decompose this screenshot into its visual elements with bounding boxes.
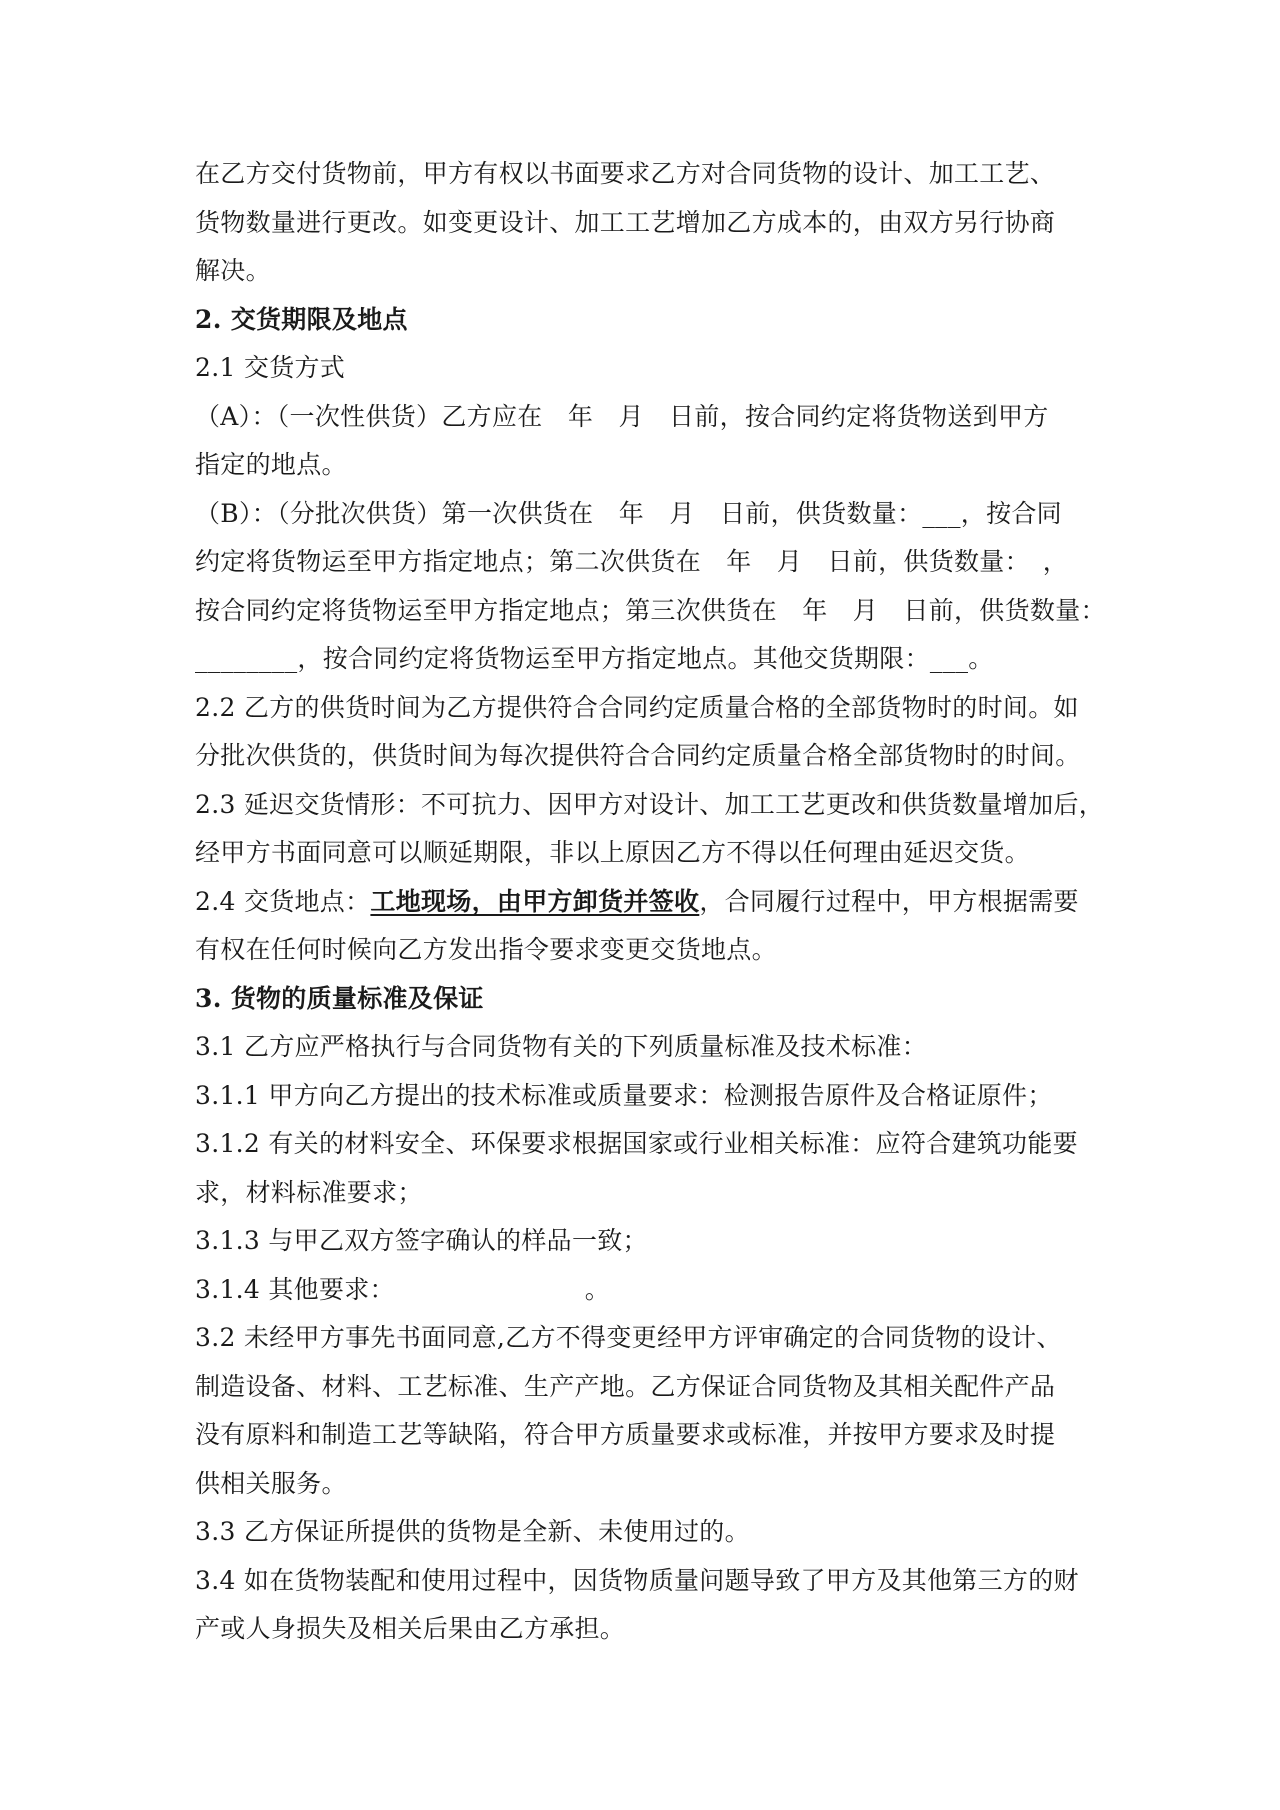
paragraph-line: 解决。: [195, 256, 271, 285]
clause-3-1: 3.1 乙方应严格执行与合同货物有关的下列质量标准及技术标准：: [195, 1032, 928, 1061]
clause-2-1-b: （B）：（分批次供货）第一次供货在 年 月 日前，供货数量：___，按合同: [195, 498, 1062, 528]
clause-2-1-a: （A）：（一次性供货）乙方应在 年 月 日前，按合同约定将货物送到甲方: [195, 401, 1049, 431]
clause-2-3: 2.3 延迟交货情形：不可抗力、因甲方对设计、加工工艺更改和供货数量增加后，: [195, 789, 1105, 819]
clause-2-2: 2.2 乙方的供货时间为乙方提供符合合同约定质量合格的全部货物时的时间。如: [195, 692, 1079, 722]
clause-3-4: 3.4 如在货物装配和使用过程中，因货物质量问题导致了甲方及其他第三方的财: [195, 1565, 1079, 1595]
paragraph-line: 在乙方交付货物前，甲方有权以书面要求乙方对合同货物的设计、加工工艺、: [195, 159, 1056, 188]
paragraph-line: 制造设备、材料、工艺标准、生产产地。乙方保证合同货物及其相关配件产品: [195, 1371, 1056, 1401]
paragraph-line: 分批次供货的，供货时间为每次提供符合合同约定质量合格全部货物时的时间。: [195, 741, 1081, 770]
clause-2-4: [195, 878, 1105, 927]
paragraph-line: 货物数量进行更改。如变更设计、加工工艺增加乙方成本的，由双方另行协商: [195, 207, 1056, 237]
paragraph-line: 产或人身损失及相关后果由乙方承担。: [195, 1614, 626, 1643]
paragraph-line: 供相关服务。: [195, 1468, 347, 1498]
paragraph-line: 没有原料和制造工艺等缺陷，符合甲方质量要求或标准，并按甲方要求及时提: [195, 1420, 1056, 1449]
clause-2-4-prefix: 2.4 交货地点：: [195, 886, 371, 916]
paragraph-line: 指定的地点。: [195, 450, 347, 479]
contract-page: [195, 150, 1105, 1654]
paragraph-line: 经甲方书面同意可以顺延期限，非以上原因乙方不得以任何理由延迟交货。: [195, 838, 1030, 867]
paragraph-line: ________，按合同约定将货物运至甲方指定地点。其他交货期限：___。: [195, 644, 994, 673]
section-heading-3: 3. 货物的质量标准及保证: [195, 983, 484, 1013]
clause-2-4-suffix: ，合同履行过程中，甲方根据需要: [699, 886, 1079, 916]
paragraph-line: 求，材料标准要求；: [195, 1177, 423, 1207]
clause-3-1-3: 3.1.3 与甲乙双方签字确认的样品一致；: [195, 1226, 648, 1255]
paragraph-line: 按合同约定将货物运至甲方指定地点；第三次供货在 年 月 日前，供货数量：: [195, 595, 1106, 625]
clause-3-1-4: 3.1.4 其他要求： 。: [195, 1274, 611, 1304]
clause-3-1-1: 3.1.1 甲方向乙方提出的技术标准或质量要求：检测报告原件及合格证原件；: [195, 1080, 1053, 1110]
clause-3-2: 3.2 未经甲方事先书面同意,乙方不得变更经甲方评审确定的合同货物的设计、: [195, 1323, 1062, 1352]
paragraph-line: 约定将货物运至甲方指定地点；第二次供货在 年 月 日前，供货数量： ，: [195, 547, 1069, 576]
delivery-location-underlined: 工地现场，由甲方卸货并签收: [370, 886, 700, 916]
clause-3-1-2: 3.1.2 有关的材料安全、环保要求根据国家或行业相关标准：应符合建筑功能要: [195, 1129, 1078, 1158]
section-heading-2: 2. 交货期限及地点: [195, 304, 408, 334]
clause-3-3: 3.3 乙方保证所提供的货物是全新、未使用过的。: [195, 1517, 750, 1546]
clause-2-1-title: 2.1 交货方式: [195, 353, 346, 382]
paragraph-line: 有权在任何时候向乙方发出指令要求变更交货地点。: [195, 935, 777, 964]
